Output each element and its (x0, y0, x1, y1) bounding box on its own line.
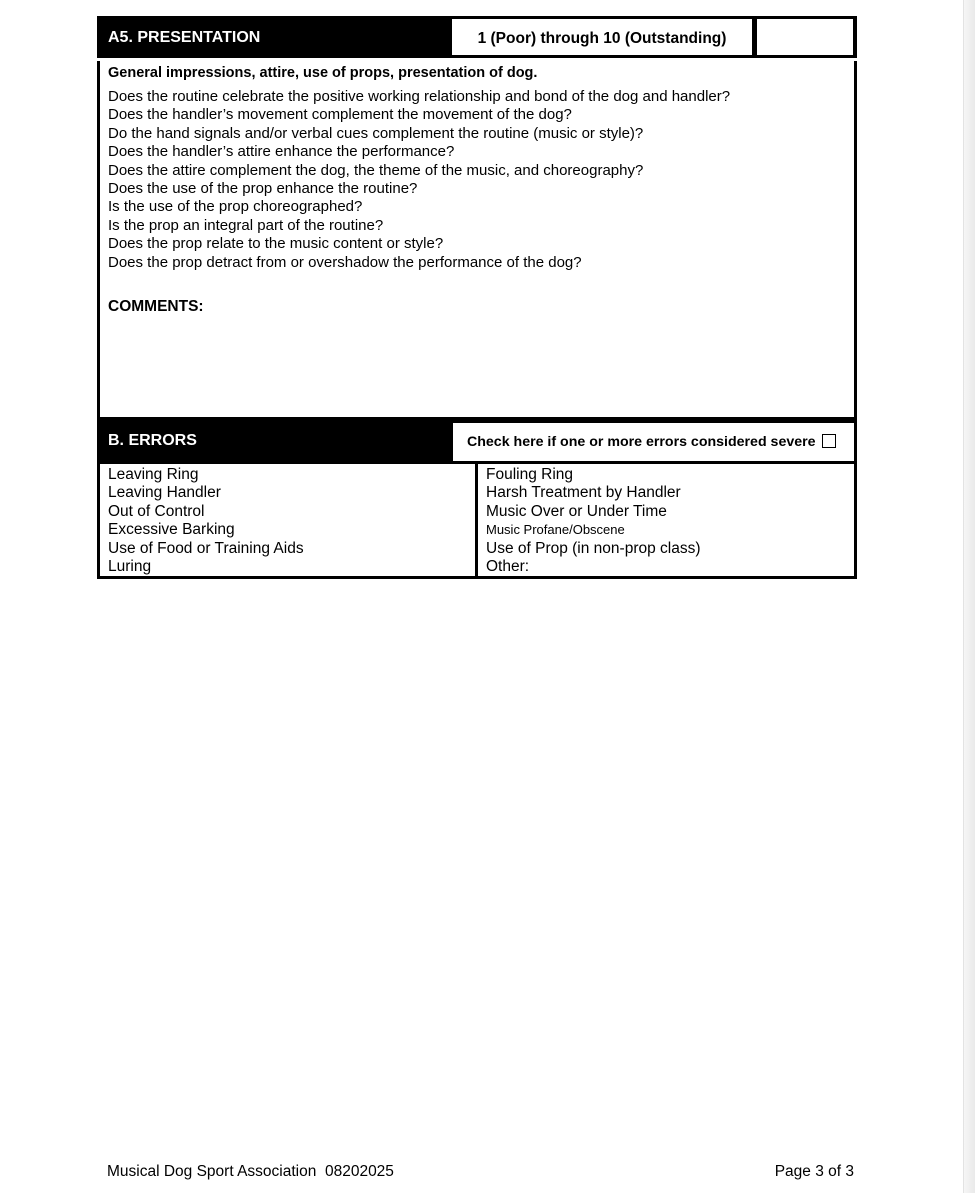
score-scale-label: 1 (Poor) through 10 (Outstanding) (452, 19, 752, 55)
errors-list-right (478, 464, 854, 576)
question-item: Do the hand signals and/or verbal cues complement the routine (music or style)? (108, 124, 644, 142)
error-item: Music Over or Under Time (486, 502, 667, 520)
error-item: Other: (486, 558, 530, 576)
presentation-score-field[interactable] (757, 19, 853, 55)
error-item: Harsh Treatment by Handler (486, 484, 681, 502)
error-item: Use of Prop (in non-prop class) (486, 539, 701, 557)
error-item: Fouling Ring (486, 466, 574, 483)
presentation-questions (108, 88, 854, 272)
severe-errors-checkbox[interactable] (822, 434, 836, 448)
error-item: Excessive Barking (108, 521, 235, 539)
comments-label: COMMENTS: (108, 298, 204, 316)
question-item: Does the use of the prop enhance the routine? (108, 180, 418, 198)
presentation-title: A5. PRESENTATION (108, 29, 261, 46)
error-item: Leaving Handler (108, 484, 221, 502)
presentation-subheading: General impressions, attire, use of props, presentation of dog. (108, 65, 538, 81)
footer-page-number: Page 3 of 3 (774, 1163, 854, 1180)
footer-organization: Musical Dog Sport Association 08202025 (107, 1163, 394, 1180)
judging-form (97, 16, 857, 579)
question-item: Does the prop detract from or overshadow the performance of the dog? (108, 253, 582, 271)
question-item: Is the use of the prop choreographed? (108, 198, 363, 216)
question-item: Is the prop an integral part of the routine? (108, 216, 384, 234)
error-item: Leaving Ring (108, 466, 199, 483)
question-item: Does the prop relate to the music content or style? (108, 235, 444, 253)
errors-title: B. ERRORS (108, 432, 197, 449)
presentation-header (97, 16, 857, 58)
error-item: Luring (108, 558, 152, 576)
errors-header (97, 420, 857, 461)
errors-list-left (100, 464, 478, 576)
question-item: Does the handler’s attire enhance the performance? (108, 143, 455, 161)
question-item: Does the handler’s movement complement the movement of the dog? (108, 106, 572, 124)
presentation-section (97, 58, 857, 420)
error-item: Music Profane/Obscene (486, 522, 625, 538)
error-item: Use of Food or Training Aids (108, 539, 304, 557)
question-item: Does the routine celebrate the positive working relationship and bond of the dog and handler? (108, 88, 731, 105)
error-item: Out of Control (108, 502, 205, 520)
severe-errors-label: Check here if one or more errors considered severe (467, 434, 816, 450)
page-edge-shadow (963, 0, 975, 1193)
question-item: Does the attire complement the dog, the theme of the music, and choreography? (108, 161, 644, 179)
severe-errors-option (453, 423, 854, 461)
errors-section (97, 461, 857, 579)
